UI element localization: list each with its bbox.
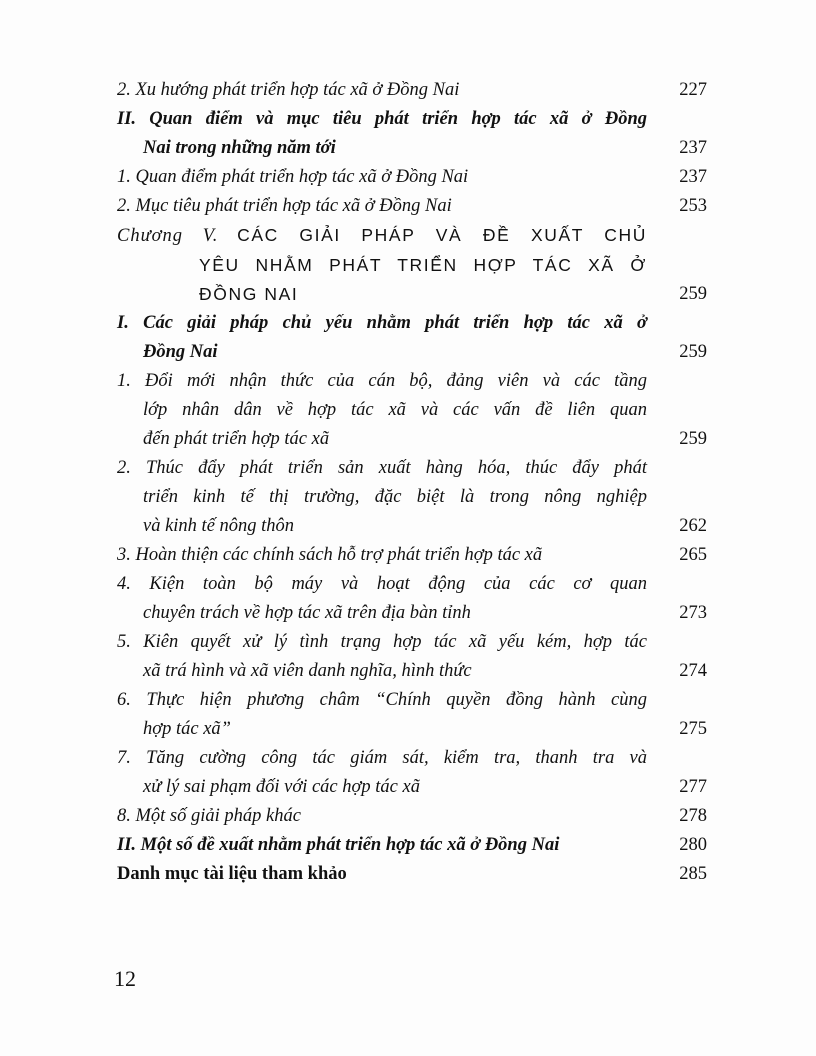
toc-page-number: 280 [679, 835, 707, 855]
toc-entry [117, 105, 707, 163]
toc-entry [117, 367, 707, 454]
toc-entry [117, 744, 707, 802]
toc-entry-text: I. Các giải pháp chủ yếu nhằm phát triển hợp tác xã ở [117, 313, 647, 333]
toc-entry [117, 860, 707, 889]
toc-page-number: 259 [679, 284, 707, 304]
toc-entry-text: 6. Thực hiện phương châm “Chính quyền đồng hành cùng [117, 690, 647, 710]
toc-page-number: 265 [679, 545, 707, 565]
toc-entry-text: Danh mục tài liệu tham khảo [117, 864, 347, 884]
toc-entry-text: triển kinh tế thị trường, đặc biệt là trong nông nghiệp [143, 487, 647, 507]
toc-page-number: 274 [679, 661, 707, 681]
toc-entry [117, 570, 707, 628]
toc-entry [117, 309, 707, 367]
toc-entry-text: xử lý sai phạm đối với các hợp tác xã [143, 777, 420, 797]
toc-entry-text: chuyên trách về hợp tác xã trên địa bàn tỉnh [143, 603, 471, 623]
chapter-title: CÁC GIẢI PHÁP VÀ ĐỀ XUẤT CHỦ [237, 225, 648, 245]
toc-page-number: 237 [679, 138, 707, 158]
toc-entry-text: xã trá hình và xã viên danh nghĩa, hình thức [143, 661, 472, 681]
toc-entry-text: 5. Kiên quyết xử lý tình trạng hợp tác xã yếu kém, hợp tác [117, 632, 647, 652]
chapter-title: YÊU NHẰM PHÁT TRIỂN HỢP TÁC XÃ Ở [199, 255, 647, 275]
toc-page-number: 259 [679, 342, 707, 362]
table-of-contents [117, 76, 707, 889]
toc-entry-text: 1. Quan điểm phát triển hợp tác xã ở Đồng Nai [117, 167, 469, 187]
toc-entry [117, 628, 707, 686]
toc-page-number: 262 [679, 516, 707, 536]
toc-entry [117, 686, 707, 744]
toc-page-number: 227 [679, 80, 707, 100]
toc-page-number: 273 [679, 603, 707, 623]
page-number: 12 [114, 966, 136, 991]
toc-entry-text: 3. Hoàn thiện các chính sách hỗ trợ phát triển hợp tác xã [117, 545, 543, 565]
toc-entry-text: và kinh tế nông thôn [143, 516, 295, 536]
toc-entry [117, 541, 707, 570]
toc-entry [117, 454, 707, 541]
toc-entry-text: Nai trong những năm tới [143, 138, 336, 158]
toc-page-number: 253 [679, 196, 707, 216]
toc-page-number: 275 [679, 719, 707, 739]
toc-chapter-entry [117, 221, 707, 309]
toc-page-number: 285 [679, 864, 707, 884]
toc-entry-text: 1. Đổi mới nhận thức của cán bộ, đảng viên và các tầng [117, 371, 647, 391]
toc-entry-text: II. Quan điểm và mục tiêu phát triển hợp tác xã ở Đồng [117, 109, 647, 129]
toc-entry-text: 8. Một số giải pháp khác [117, 806, 301, 826]
toc-entry-text: 7. Tăng cường công tác giám sát, kiểm tra, thanh tra và [117, 748, 647, 768]
toc-entry [117, 76, 707, 105]
toc-entry [117, 831, 707, 860]
toc-entry-text: đến phát triển hợp tác xã [143, 429, 330, 449]
toc-entry-text: 2. Thúc đẩy phát triển sản xuất hàng hóa, thúc đẩy phát [117, 458, 647, 478]
toc-page-number: 237 [679, 167, 707, 187]
toc-chapter-line [117, 221, 707, 251]
toc-entry-text: hợp tác xã” [143, 719, 231, 739]
toc-entry-text: II. Một số đề xuất nhằm phát triển hợp tác xã ở Đồng Nai [117, 835, 560, 855]
toc-entry [117, 192, 707, 221]
toc-page-number: 259 [679, 429, 707, 449]
toc-entry-text: 4. Kiện toàn bộ máy và hoạt động của các cơ quan [117, 574, 647, 594]
toc-entry-text: Đồng Nai [143, 342, 218, 362]
toc-entry [117, 163, 707, 192]
toc-entry-text: 2. Xu hướng phát triển hợp tác xã ở Đồng Nai [117, 80, 460, 100]
toc-entry [117, 802, 707, 831]
chapter-number: Chương V. [117, 226, 219, 246]
chapter-title: ĐỒNG NAI [199, 284, 299, 304]
toc-entry-text: 2. Mục tiêu phát triển hợp tác xã ở Đồng Nai [117, 196, 452, 216]
toc-entry-text: lớp nhân dân về hợp tác xã và các vấn đề liên quan [143, 400, 647, 420]
toc-page-number: 278 [679, 806, 707, 826]
toc-page-number: 277 [679, 777, 707, 797]
